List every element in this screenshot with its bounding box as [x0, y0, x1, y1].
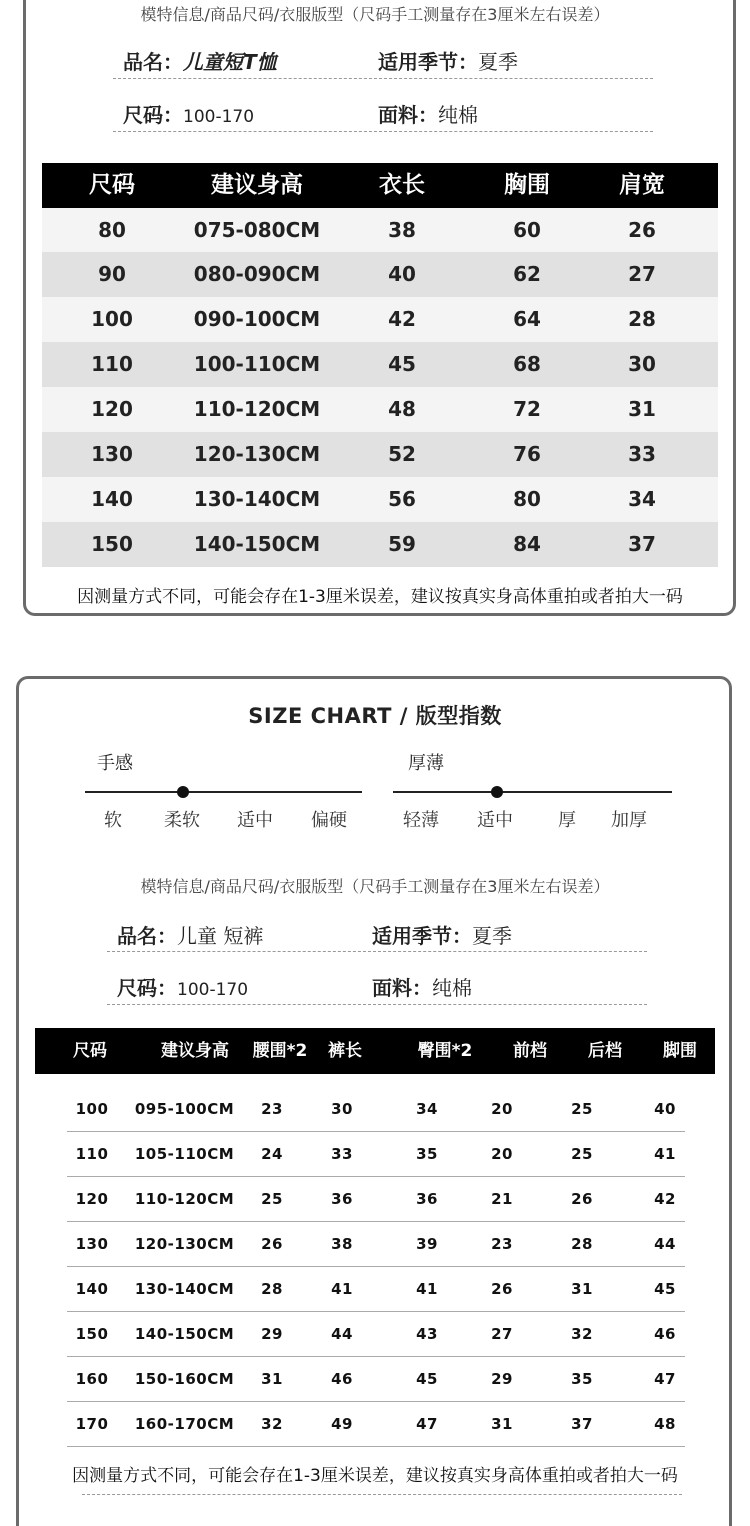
back-rise-cell: 32	[571, 1325, 593, 1343]
size-cell: 120	[91, 397, 133, 421]
length-cell: 48	[388, 397, 416, 421]
back-rise-cell: 26	[571, 1190, 593, 1208]
hip-cell: 45	[416, 1370, 438, 1388]
length-cell: 38	[331, 1235, 353, 1253]
waist-cell: 23	[261, 1100, 283, 1118]
divider	[82, 1494, 682, 1495]
thickness-scale-line	[393, 791, 672, 793]
top-fabric-field: 面料：纯棉	[378, 103, 478, 127]
length-cell: 52	[388, 442, 416, 466]
feel-option: 柔软	[164, 810, 200, 831]
size-cell: 130	[75, 1235, 109, 1253]
thickness-option: 加厚	[611, 810, 647, 831]
feel-option: 软	[104, 810, 122, 831]
front-rise-cell: 27	[491, 1325, 513, 1343]
shoulder-cell: 26	[628, 218, 656, 242]
leg-opening-cell: 41	[654, 1145, 676, 1163]
front-rise-cell: 20	[491, 1100, 513, 1118]
waist-cell: 25	[261, 1190, 283, 1208]
back-rise-cell: 25	[571, 1145, 593, 1163]
height-cell: 160-170CM	[134, 1415, 235, 1433]
size-cell: 130	[91, 442, 133, 466]
back-rise-cell: 37	[571, 1415, 593, 1433]
table-row	[67, 1312, 685, 1357]
table-row	[67, 1357, 685, 1402]
shoulder-cell: 33	[628, 442, 656, 466]
table-row	[67, 1132, 685, 1177]
shoulder-cell: 34	[628, 487, 656, 511]
table-row	[42, 387, 718, 432]
chest-cell: 84	[513, 532, 541, 556]
top-footnote: 因测量方式不同，可能会存在1-3厘米误差，建议按真实身高体重拍或者拍大一码	[77, 587, 683, 607]
feel-option: 适中	[237, 810, 273, 831]
top-table-header	[42, 163, 718, 208]
thickness-option: 轻薄	[403, 810, 439, 831]
header-cell: 脚围	[663, 1041, 697, 1061]
height-cell: 140-150CM	[134, 1325, 235, 1343]
bottom-footnote: 因测量方式不同，可能会存在1-3厘米误差，建议按真实身高体重拍或者拍大一码	[72, 1466, 678, 1486]
hip-cell: 41	[416, 1280, 438, 1298]
size-cell: 110	[91, 352, 133, 376]
divider	[113, 131, 653, 132]
front-rise-cell: 29	[491, 1370, 513, 1388]
length-cell: 30	[331, 1100, 353, 1118]
height-cell: 130-140CM	[193, 487, 321, 511]
front-rise-cell: 31	[491, 1415, 513, 1433]
chest-cell: 68	[513, 352, 541, 376]
top-season-value: 夏季	[478, 50, 518, 74]
leg-opening-cell: 47	[654, 1370, 676, 1388]
hip-cell: 34	[416, 1100, 438, 1118]
header-cell: 胸围	[504, 172, 550, 198]
top-size-field: 尺码：100-170	[123, 103, 255, 127]
length-cell: 36	[331, 1190, 353, 1208]
header-cell: 前档	[513, 1041, 547, 1061]
height-cell: 110-120CM	[134, 1190, 235, 1208]
header-cell: 后档	[588, 1041, 622, 1061]
size-cell: 90	[98, 262, 126, 286]
size-cell: 160	[75, 1370, 109, 1388]
hip-cell: 43	[416, 1325, 438, 1343]
length-cell: 38	[388, 218, 416, 242]
leg-opening-cell: 48	[654, 1415, 676, 1433]
header-cell: 臀围*2	[417, 1041, 473, 1061]
height-cell: 090-100CM	[193, 307, 321, 331]
bottom-fabric-field: 面料：纯棉	[372, 976, 472, 1000]
bottom-season-field: 适用季节：夏季	[372, 924, 512, 948]
feel-scale-marker	[177, 786, 189, 798]
front-rise-cell: 26	[491, 1280, 513, 1298]
divider	[107, 1004, 647, 1005]
size-cell: 150	[75, 1325, 109, 1343]
back-rise-cell: 31	[571, 1280, 593, 1298]
height-cell: 140-150CM	[193, 532, 321, 556]
feel-option: 偏硬	[311, 810, 347, 831]
height-cell: 095-100CM	[134, 1100, 235, 1118]
table-row	[67, 1222, 685, 1267]
height-cell: 100-110CM	[193, 352, 321, 376]
thickness-scale-marker	[491, 786, 503, 798]
chest-cell: 62	[513, 262, 541, 286]
size-cell: 100	[91, 307, 133, 331]
thickness-option: 适中	[477, 810, 513, 831]
height-cell: 075-080CM	[193, 218, 321, 242]
size-cell: 140	[75, 1280, 109, 1298]
waist-cell: 32	[261, 1415, 283, 1433]
waist-cell: 29	[261, 1325, 283, 1343]
length-cell: 40	[388, 262, 416, 286]
hip-cell: 36	[416, 1190, 438, 1208]
size-chart-title: SIZE CHART / 版型指数	[248, 704, 502, 728]
bottom-name-field: 品名：儿童 短裤	[117, 924, 264, 948]
size-cell: 170	[75, 1415, 109, 1433]
length-cell: 33	[331, 1145, 353, 1163]
leg-opening-cell: 45	[654, 1280, 676, 1298]
back-rise-cell: 35	[571, 1370, 593, 1388]
length-cell: 46	[331, 1370, 353, 1388]
divider	[107, 951, 647, 952]
waist-cell: 26	[261, 1235, 283, 1253]
header-cell: 建议身高	[161, 1041, 229, 1061]
top-name-value: 儿童短T恤	[183, 50, 277, 74]
chest-cell: 76	[513, 442, 541, 466]
chest-cell: 72	[513, 397, 541, 421]
length-cell: 41	[331, 1280, 353, 1298]
header-cell: 尺码	[73, 1041, 107, 1061]
front-rise-cell: 21	[491, 1190, 513, 1208]
chest-cell: 80	[513, 487, 541, 511]
table-row	[42, 432, 718, 477]
shoulder-cell: 27	[628, 262, 656, 286]
table-row	[67, 1267, 685, 1312]
feel-scale-title: 手感	[97, 753, 133, 774]
top-season-field: 适用季节：夏季	[378, 50, 518, 74]
length-cell: 56	[388, 487, 416, 511]
height-cell: 130-140CM	[134, 1280, 235, 1298]
header-cell: 裤长	[328, 1041, 362, 1061]
top-fabric-value: 纯棉	[438, 103, 478, 127]
length-cell: 44	[331, 1325, 353, 1343]
bottom-name-value: 儿童 短裤	[177, 924, 264, 948]
bottom-size-field: 尺码：100-170	[117, 976, 249, 1000]
header-cell: 建议身高	[211, 172, 303, 198]
hip-cell: 47	[416, 1415, 438, 1433]
length-cell: 49	[331, 1415, 353, 1433]
back-rise-cell: 25	[571, 1100, 593, 1118]
height-cell: 150-160CM	[134, 1370, 235, 1388]
header-cell: 衣长	[379, 172, 425, 198]
height-cell: 080-090CM	[193, 262, 321, 286]
length-cell: 45	[388, 352, 416, 376]
size-cell: 80	[98, 218, 126, 242]
top-name-field: 品名：儿童短T恤	[123, 50, 277, 74]
height-cell: 105-110CM	[134, 1145, 235, 1163]
divider	[113, 78, 653, 79]
table-row	[42, 522, 718, 567]
table-row	[67, 1177, 685, 1222]
leg-opening-cell: 44	[654, 1235, 676, 1253]
size-cell: 140	[91, 487, 133, 511]
waist-cell: 28	[261, 1280, 283, 1298]
front-rise-cell: 20	[491, 1145, 513, 1163]
size-cell: 120	[75, 1190, 109, 1208]
bottom-fabric-value: 纯棉	[432, 976, 472, 1000]
table-row	[42, 342, 718, 387]
height-cell: 110-120CM	[193, 397, 321, 421]
hip-cell: 35	[416, 1145, 438, 1163]
shoulder-cell: 30	[628, 352, 656, 376]
header-cell: 尺码	[89, 172, 135, 198]
shoulder-cell: 31	[628, 397, 656, 421]
shoulder-cell: 28	[628, 307, 656, 331]
waist-cell: 24	[261, 1145, 283, 1163]
feel-scale-line	[85, 791, 362, 793]
bottom-size-value: 100-170	[177, 980, 249, 1000]
size-cell: 100	[75, 1100, 109, 1118]
leg-opening-cell: 42	[654, 1190, 676, 1208]
top-size-value: 100-170	[183, 107, 255, 127]
hip-cell: 39	[416, 1235, 438, 1253]
table-row	[67, 1087, 685, 1132]
table-row	[42, 208, 718, 253]
table-row	[42, 297, 718, 342]
bottom-season-value: 夏季	[472, 924, 512, 948]
height-cell: 120-130CM	[134, 1235, 235, 1253]
length-cell: 59	[388, 532, 416, 556]
front-rise-cell: 23	[491, 1235, 513, 1253]
length-cell: 42	[388, 307, 416, 331]
bottom-measure-note: 模特信息/商品尺码/衣服版型（尺码手工测量存在3厘米左右误差）	[140, 877, 610, 896]
leg-opening-cell: 40	[654, 1100, 676, 1118]
header-cell: 肩宽	[619, 172, 665, 198]
size-cell: 110	[75, 1145, 109, 1163]
thickness-scale-title: 厚薄	[408, 753, 444, 774]
top-measure-note: 模特信息/商品尺码/衣服版型（尺码手工测量存在3厘米左右误差）	[140, 5, 610, 24]
chest-cell: 60	[513, 218, 541, 242]
thickness-option: 厚	[558, 810, 576, 831]
table-row	[42, 252, 718, 297]
size-cell: 150	[91, 532, 133, 556]
header-cell: 腰围*2	[252, 1041, 308, 1061]
bottom-table-header	[35, 1028, 715, 1074]
back-rise-cell: 28	[571, 1235, 593, 1253]
shoulder-cell: 37	[628, 532, 656, 556]
table-row	[42, 477, 718, 522]
chest-cell: 64	[513, 307, 541, 331]
height-cell: 120-130CM	[193, 442, 321, 466]
waist-cell: 31	[261, 1370, 283, 1388]
table-row	[67, 1402, 685, 1447]
leg-opening-cell: 46	[654, 1325, 676, 1343]
